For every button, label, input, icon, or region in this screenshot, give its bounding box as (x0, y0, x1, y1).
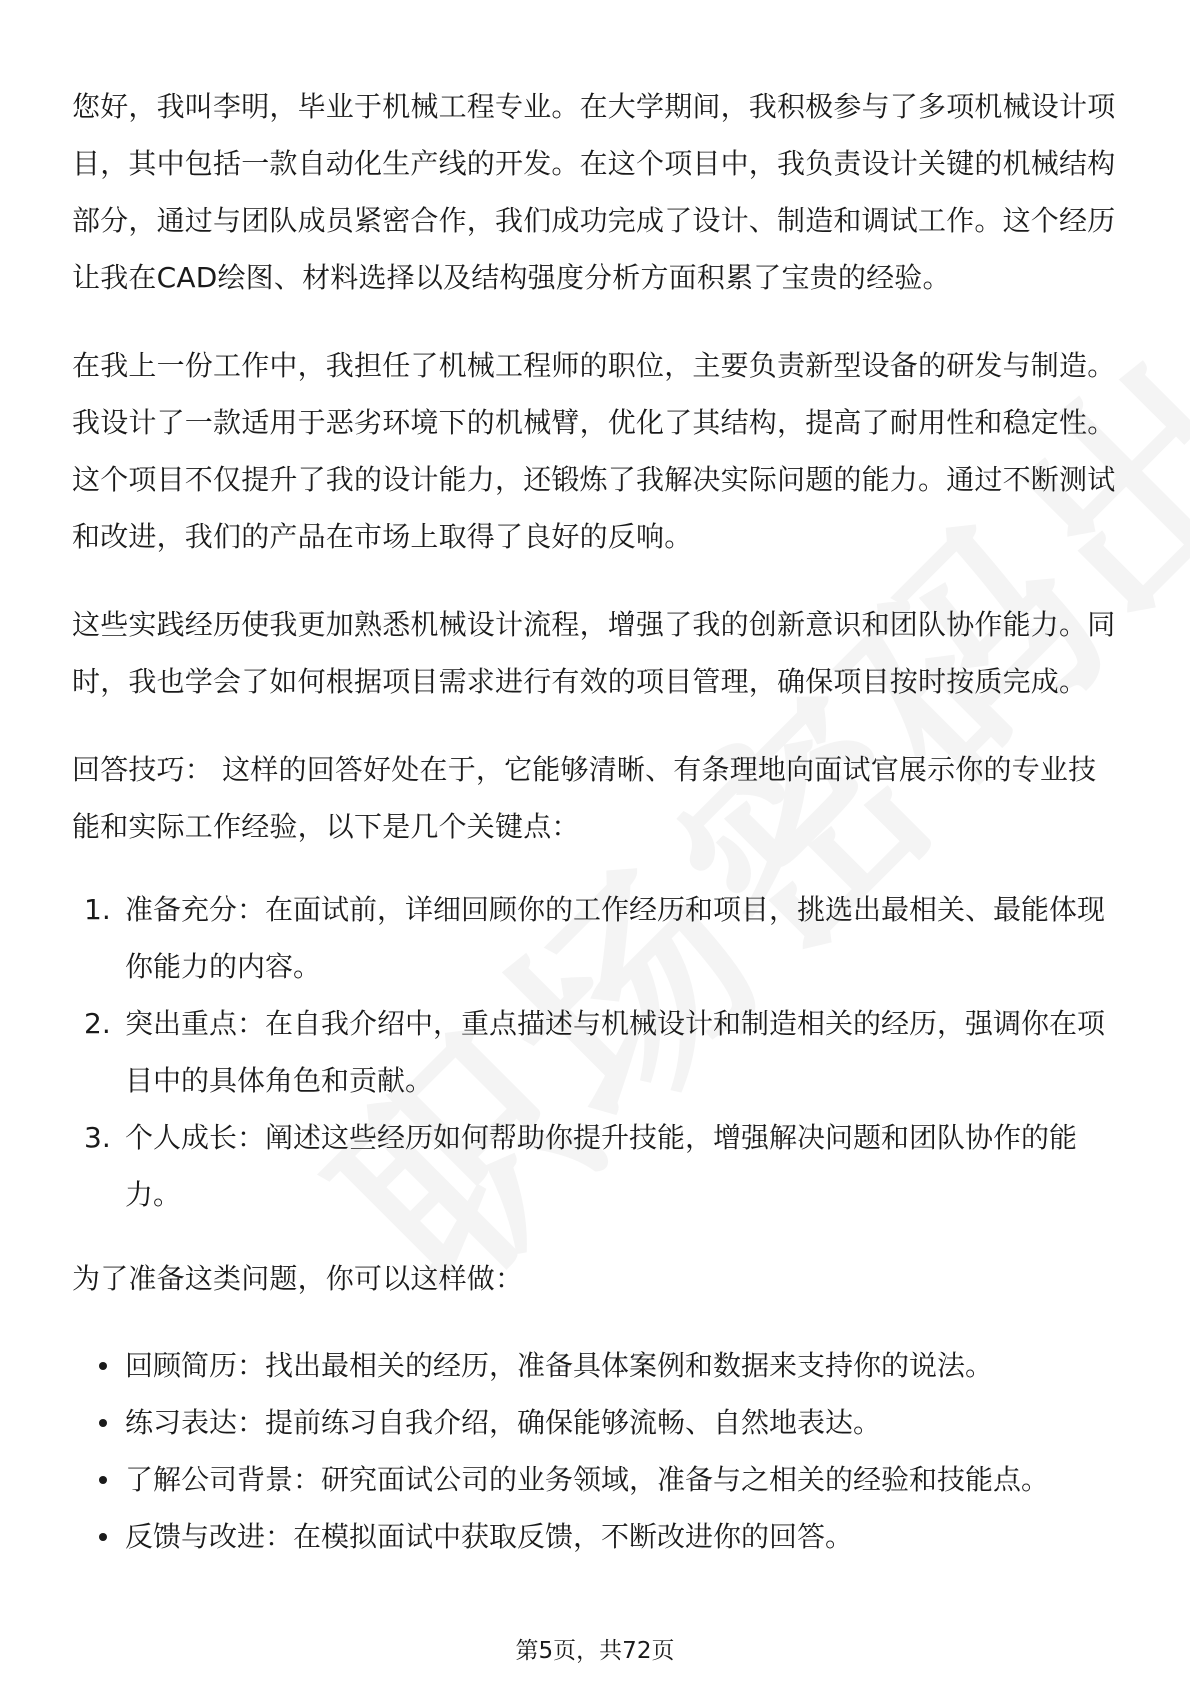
list-item-text: 准备充分：在面试前，详细回顾你的工作经历和项目，挑选出最相关、最能体现你能力的内容。 (125, 893, 1106, 983)
list-number: 1. (84, 893, 111, 926)
list-item-text: 了解公司背景：研究面试公司的业务领域，准备与之相关的经验和技能点。 (125, 1463, 1050, 1496)
list-item (72, 1109, 1122, 1223)
key-points-list (72, 881, 1122, 1223)
list-item-text: 回顾简历：找出最相关的经历，准备具体案例和数据来支持你的说法。 (125, 1349, 994, 1382)
bullet-icon (99, 1476, 107, 1484)
list-item-text: 反馈与改进：在模拟面试中获取反馈，不断改进你的回答。 (125, 1520, 854, 1553)
list-number: 2. (84, 1007, 111, 1040)
list-item-text: 练习表达：提前练习自我介绍，确保能够流畅、自然地表达。 (125, 1406, 882, 1439)
list-number: 3. (84, 1121, 111, 1154)
preparation-lead: 为了准备这类问题，你可以这样做： (72, 1262, 524, 1295)
page-footer: 第5页，共72页 (515, 1638, 675, 1664)
bullet-icon (99, 1362, 107, 1370)
list-item-text: 个人成长：阐述这些经历如何帮助你提升技能，增强解决问题和团队协作的能力。 (125, 1121, 1078, 1211)
list-item-text: 突出重点：在自我介绍中，重点描述与机械设计和制造相关的经历，强调你在项目中的具体角色和贡献。 (125, 1007, 1106, 1097)
bullet-icon (99, 1533, 107, 1541)
page-content (72, 78, 1122, 1565)
answer-tip: 回答技巧： 这样的回答好处在于，它能够清晰、有条理地向面试官展示你的专业技能和实际工作经验，以下是几个关键点： (72, 753, 1097, 843)
paragraph-work-experience: 在我上一份工作中，我担任了机械工程师的职位，主要负责新型设备的研发与制造。我设计了一款适用于恶劣环境下的机械臂，优化了其结构，提高了耐用性和稳定性。这个项目不仅提升了我的设计能力，还锻炼了我解决实际问题的能力。通过不断测试和改进，我们的产品在市场上取得了良好的反响。 (72, 349, 1116, 553)
bullet-icon (99, 1419, 107, 1427)
list-item (72, 1337, 1122, 1394)
list-item (72, 995, 1122, 1109)
list-item (72, 1508, 1122, 1565)
preparation-list (72, 1337, 1122, 1565)
list-item (72, 881, 1122, 995)
list-item (72, 1451, 1122, 1508)
paragraph-intro: 您好，我叫李明，毕业于机械工程专业。在大学期间，我积极参与了多项机械设计项目，其中包括一款自动化生产线的开发。在这个项目中，我负责设计关键的机械结构部分，通过与团队成员紧密合作，我们成功完成了设计、制造和调试工作。这个经历让我在CAD绘图、材料选择以及结构强度分析方面积累了宝贵的经验。 (72, 90, 1116, 294)
paragraph-summary: 这些实践经历使我更加熟悉机械设计流程，增强了我的创新意识和团队协作能力。同时，我也学会了如何根据项目需求进行有效的项目管理，确保项目按时按质完成。 (72, 608, 1116, 698)
list-item (72, 1394, 1122, 1451)
